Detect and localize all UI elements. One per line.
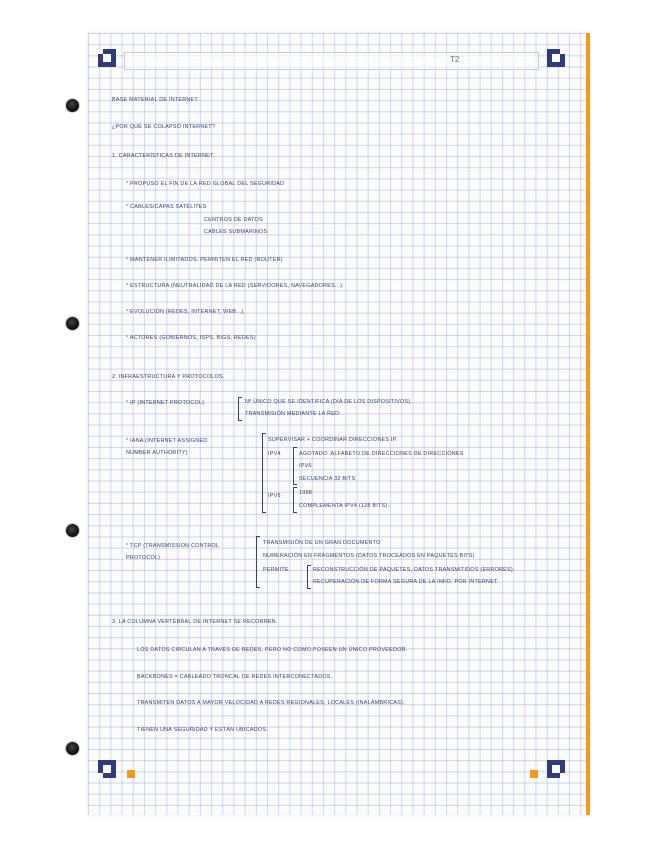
paragraph: TIENEN UNA SEGURIDAD Y ESTÁN UBICADOS. — [137, 727, 268, 733]
binder-hole — [66, 742, 79, 755]
section-1-title: 1. CARACTERÍSTICAS DE INTERNET. — [112, 153, 215, 159]
list-item: CENTROS DE DATOS — [204, 217, 263, 223]
corner-marker-icon — [98, 760, 116, 778]
list-item: ° CABLES/CAPAS SATÉLITES — [126, 204, 207, 210]
brace — [256, 536, 260, 588]
page-title: BASE MATERIAL DE INTERNET. — [112, 97, 200, 103]
paragraph: LOS DATOS CIRCULAN A TRAVÉS DE REDES, PERO NO COMO POSEEN UN ÚNICO PROVEEDOR. — [137, 647, 408, 653]
list-item: SECUENCIA 32 BITS — [299, 476, 356, 482]
list-item: COMPLEMENTA IPV4 (128 BITS). — [299, 503, 390, 509]
orange-square-icon — [530, 770, 538, 778]
binder-hole — [66, 99, 79, 112]
list-item: ° IANA (INTERNET ASSIGNED — [126, 438, 208, 444]
binder-hole — [66, 524, 79, 537]
sheet-orange-edge — [586, 33, 590, 815]
list-item: IPV6 — [299, 463, 312, 469]
list-item: Nº ÚNICO QUE SE IDENTIFICA (DÍA DE LOS DISPOSITIVOS). — [245, 399, 413, 405]
list-item: ° IP (INTERNET PROTOCOL) — [126, 400, 205, 406]
list-item: RECONSTRUCCIÓN DE PAQUETES, DATOS TRANSMITIDOS (ERRORES). — [313, 567, 515, 573]
corner-marker-icon — [547, 49, 565, 67]
list-item: IPV6 — [268, 493, 281, 499]
notebook-sheet — [88, 33, 590, 815]
binder-hole — [66, 317, 79, 330]
corner-marker-icon — [98, 49, 116, 67]
brace — [293, 447, 297, 485]
list-item: NUMERACIÓN EN FRAGMENTOS (DATOS TROCEADOS EN PAQUETES BITS) — [263, 553, 475, 559]
list-item: CABLES SUBMARINOS — [204, 229, 268, 235]
list-item: SUPERVISAR + COORDINAR DIRECCIONES IP. — [268, 437, 398, 443]
list-item: AGOTADO. ALFABETO DE DIRECCIONES DE DIRECCIONES — [299, 451, 464, 457]
list-item: RECUPERACIÓN DE FORMA SEGURA DE LA INFO. POR INTERNET. — [313, 579, 499, 585]
paragraph: BACKBONES = CABLEADO TRONCAL DE REDES INTERCONECTADOS. — [137, 674, 333, 680]
list-item: ° ACTORES (GOBIERNOS, ISPS, BIGS, REDES) — [126, 335, 256, 341]
section-2-title: 2. INFRAESTRUCTURA Y PROTOCOLOS. — [112, 374, 225, 380]
header-field — [124, 52, 539, 70]
list-item: 1998 — [299, 490, 312, 496]
paragraph: TRANSMITEN DATOS A MAYOR VELOCIDAD A REDES REGIONALES, LOCALES (INALÁMBRICAS). — [137, 700, 405, 706]
question: ¿POR QUÉ SE COLAPSÓ INTERNET? — [112, 124, 216, 130]
list-item: PROTOCOL) — [126, 555, 161, 561]
brace — [262, 433, 266, 513]
section-3-title: 3. LA COLUMNA VERTEBRAL DE INTERNET SE RECORREN. — [112, 619, 278, 625]
list-item: ° ESTRUCTURA (NEUTRALIDAD DE LA RED (SERVIDORES, NAVEGADORES...). — [126, 283, 344, 289]
list-item: ° PROPUSO EL FIN DE LA RED GLOBAL DEL SEGURIDAD — [126, 181, 285, 187]
list-item: TRANSMISIÓN MEDIANTE LA RED. — [245, 411, 341, 417]
list-item: NUMBER AUTHORITY) — [126, 450, 188, 456]
list-item: TRANSMISIÓN DE UN GRAN DOCUMENTO — [263, 540, 381, 546]
list-item: IPV4 — [268, 451, 281, 457]
list-item: ° EVOLUCIÓN (REDES, INTERNET, WEB...). — [126, 309, 246, 315]
list-item: ° TCP (TRANSMISSION CONTROL — [126, 543, 220, 549]
brace — [307, 565, 311, 589]
brace — [238, 397, 242, 421]
brace — [293, 487, 297, 513]
sheet-code: T2 — [450, 55, 460, 64]
list-item: ° MANTENER ILIMITADOS. PERMITEN EL RED (ROUTER) — [126, 257, 283, 263]
list-item: PERMITE — [263, 567, 289, 573]
corner-marker-icon — [547, 760, 565, 778]
orange-square-icon — [127, 770, 135, 778]
